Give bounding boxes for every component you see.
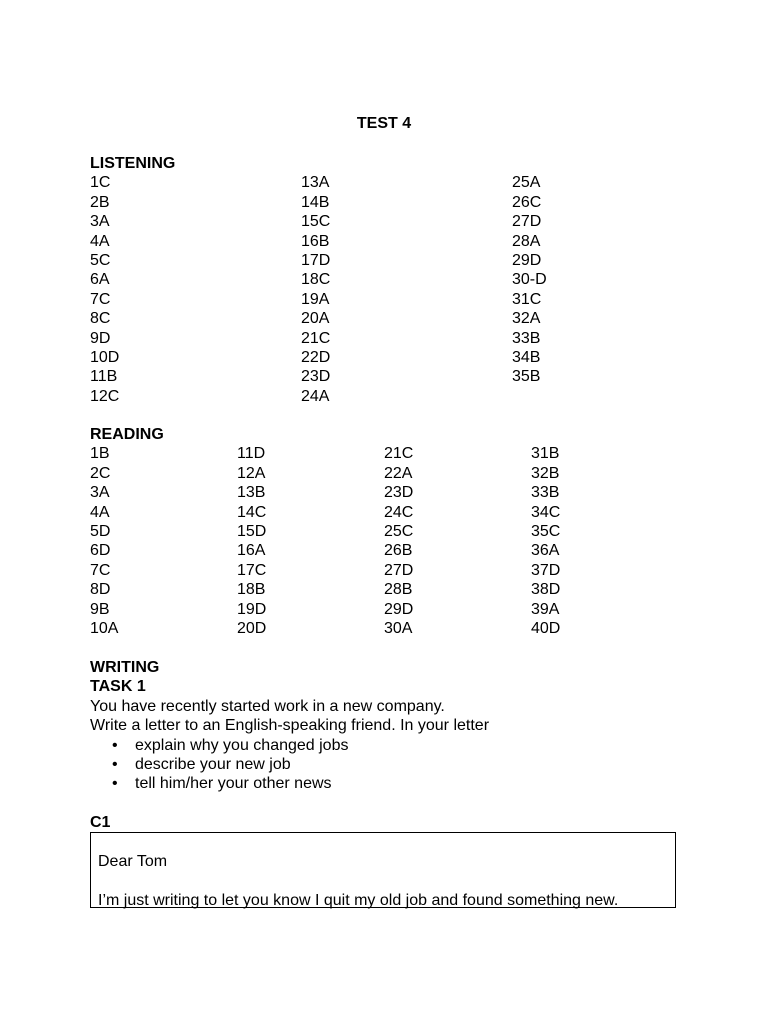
listening-answer: 9D <box>90 329 111 347</box>
listening-answer: 8C <box>90 310 111 328</box>
reading-answer: 28B <box>384 581 413 599</box>
reading-answer: 10A <box>90 620 119 638</box>
listening-answer: 12C <box>90 387 120 405</box>
reading-answer: 19D <box>237 600 267 618</box>
listening-answer: 17D <box>301 252 331 270</box>
reading-answer: 6D <box>90 542 111 560</box>
reading-section <box>90 425 678 638</box>
listening-answer: 14B <box>301 193 330 211</box>
reading-answer: 32B <box>531 464 560 482</box>
reading-answer: 2C <box>90 464 111 482</box>
reading-column <box>384 444 531 638</box>
reading-answer: 40D <box>531 620 561 638</box>
reading-answer: 34C <box>531 503 561 521</box>
reading-answer: 15D <box>237 523 267 541</box>
listening-answer: 32A <box>512 310 541 328</box>
reading-answer: 33B <box>531 484 560 502</box>
listening-answer: 5C <box>90 252 111 270</box>
reading-answer: 29D <box>384 600 414 618</box>
letter-greeting: Dear Tom <box>98 853 168 871</box>
reading-answer: 9B <box>90 600 110 618</box>
reading-answer: 27D <box>384 561 414 579</box>
listening-answer: 10D <box>90 349 120 367</box>
reading-answer: 25C <box>384 523 414 541</box>
letter-line: I’m just writing to let you know I quit my old job and found something new. <box>98 892 619 910</box>
listening-answer: 16B <box>301 232 330 250</box>
listening-answer: 30-D <box>512 271 547 289</box>
listening-answer: 34B <box>512 349 541 367</box>
listening-answer: 23D <box>301 368 331 386</box>
listening-answer: 6A <box>90 271 110 289</box>
reading-answer: 22A <box>384 464 413 482</box>
task-prompt-line: Write a letter to an English-speaking friend. In your letter <box>90 717 490 735</box>
reading-answer: 5D <box>90 523 111 541</box>
listening-answer: 20A <box>301 310 330 328</box>
reading-column <box>237 444 384 638</box>
listening-answer: 7C <box>90 290 111 308</box>
listening-answer: 31C <box>512 290 542 308</box>
listening-answer: 26C <box>512 193 542 211</box>
listening-answer: 15C <box>301 213 331 231</box>
listening-answer: 25A <box>512 174 541 192</box>
listening-answer: 24A <box>301 387 330 405</box>
reading-answer: 26B <box>384 542 413 560</box>
listening-answer: 2B <box>90 193 110 211</box>
listening-heading: LISTENING <box>90 155 176 172</box>
reading-heading: READING <box>90 426 164 443</box>
reading-answer: 7C <box>90 561 111 579</box>
reading-answer: 39A <box>531 600 560 618</box>
listening-column <box>90 173 301 406</box>
listening-answers <box>90 173 678 406</box>
reading-answer: 24C <box>384 503 414 521</box>
reading-answer: 35C <box>531 523 561 541</box>
task-bullet: • tell him/her your other news <box>90 774 678 793</box>
listening-answer: 19A <box>301 290 330 308</box>
task-bullet: • explain why you changed jobs <box>90 736 678 755</box>
reading-answer: 3A <box>90 484 110 502</box>
reading-answer: 8D <box>90 581 111 599</box>
reading-answer: 30A <box>384 620 413 638</box>
reading-answer: 37D <box>531 561 561 579</box>
reading-answers <box>90 444 678 638</box>
reading-answer: 16A <box>237 542 266 560</box>
reading-answer: 11D <box>237 445 266 463</box>
task-heading: TASK 1 <box>90 678 146 696</box>
reading-column <box>90 444 237 638</box>
listening-answer: 29D <box>512 252 542 270</box>
listening-answer: 13A <box>301 174 330 192</box>
page-title: TEST 4 <box>356 115 412 132</box>
reading-answer: 18B <box>237 581 266 599</box>
reading-answer: 23D <box>384 484 414 502</box>
listening-answer: 1C <box>90 174 111 192</box>
reading-answer: 20D <box>237 620 267 638</box>
listening-answer: 33B <box>512 329 541 347</box>
writing-heading: WRITING <box>90 659 160 676</box>
listening-section <box>90 154 678 406</box>
listening-answer: 27D <box>512 213 542 231</box>
sample-label: C1 <box>90 813 111 831</box>
reading-answer: 13B <box>237 484 266 502</box>
listening-column <box>512 173 672 406</box>
task-bullet-list <box>90 736 678 794</box>
reading-column <box>531 444 678 638</box>
reading-answer: 21C <box>384 445 414 463</box>
task-bullet: • describe your new job <box>90 755 678 774</box>
reading-answer: 38D <box>531 581 561 599</box>
reading-answer: 17C <box>237 561 267 579</box>
reading-answer: 1B <box>90 445 110 463</box>
listening-answer: 3A <box>90 213 110 231</box>
writing-section <box>90 658 678 908</box>
listening-answer: 4A <box>90 232 110 250</box>
listening-answer: 28A <box>512 232 541 250</box>
listening-answer: 11B <box>90 368 118 386</box>
task-prompt-line: You have recently started work in a new company. <box>90 697 445 715</box>
sample-letter-box <box>90 832 676 908</box>
reading-answer: 12A <box>237 464 266 482</box>
listening-answer: 21C <box>301 329 331 347</box>
reading-answer: 4A <box>90 503 110 521</box>
listening-column <box>301 173 512 406</box>
reading-answer: 14C <box>237 503 267 521</box>
reading-answer: 36A <box>531 542 560 560</box>
listening-answer: 35B <box>512 368 541 386</box>
reading-answer: 31B <box>531 445 560 463</box>
listening-answer: 22D <box>301 349 331 367</box>
listening-answer: 18C <box>301 271 331 289</box>
